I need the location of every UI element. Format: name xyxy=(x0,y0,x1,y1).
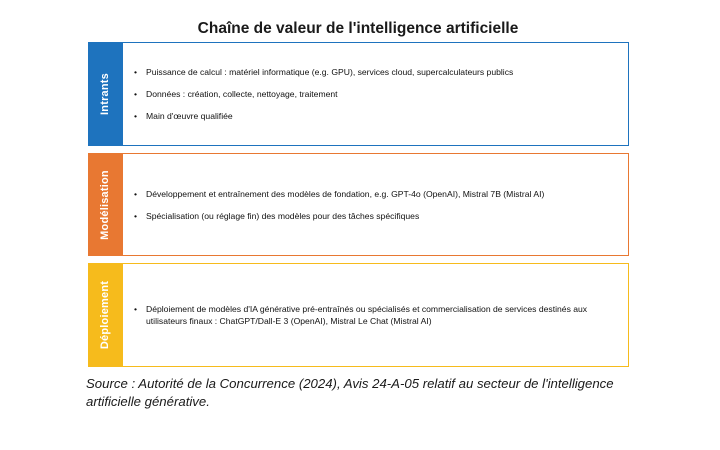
bullet-item xyxy=(134,88,620,100)
stage-label-bar xyxy=(88,153,122,256)
stage-content-box xyxy=(122,42,629,146)
stage-label: Modélisation xyxy=(99,169,111,240)
diagram-title: Chaîne de valeur de l'intelligence artificielle xyxy=(197,20,519,37)
bullet-item xyxy=(134,188,620,200)
bullet-dot: • xyxy=(134,188,138,199)
bullet-text: Données : création, collecte, nettoyage, traitement xyxy=(146,89,338,99)
bullet-text: Main d'œuvre qualifiée xyxy=(146,111,233,121)
bullet-dot: • xyxy=(134,89,138,99)
stage-label: Intrants xyxy=(99,73,111,115)
stage-content-box xyxy=(122,263,629,367)
stage-intrants xyxy=(88,42,629,146)
bullet-item xyxy=(134,210,620,222)
bullet-item xyxy=(134,303,620,327)
stage-content-box xyxy=(122,153,629,256)
stage-deploiement xyxy=(88,263,629,367)
stage-label-bar xyxy=(88,263,122,367)
bullet-text: Spécialisation (ou réglage fin) des modèles pour des tâches spécifiques xyxy=(146,210,420,221)
bullet-text: Déploiement de modèles d'IA générative pré-entraînés ou spécialisés et commercialisation de services destinés aux utilisateurs finaux : ChatGPT/Dall-E 3 (OpenAI), Mistral Le Chat (Mistral AI) xyxy=(146,304,588,326)
bullet-dot: • xyxy=(134,210,138,221)
source-caption: Source : Autorité de la Concurrence (2024), Avis 24-A-05 relatif au secteur de l'intelligence artificielle générative. xyxy=(86,376,614,409)
stage-label-bar xyxy=(88,42,122,146)
bullet-item xyxy=(134,66,620,78)
bullet-dot: • xyxy=(134,111,138,121)
stage-modelisation xyxy=(88,153,629,256)
bullet-text: Puissance de calcul : matériel informatique (e.g. GPU), services cloud, supercalculateurs publics xyxy=(146,67,514,77)
stage-label: Déploiement xyxy=(99,280,111,350)
bullet-dot: • xyxy=(134,304,138,314)
bullet-text: Développement et entraînement des modèles de fondation, e.g. GPT-4o (OpenAI), Mistral 7B (Mistral AI) xyxy=(146,188,545,199)
bullet-dot: • xyxy=(134,67,138,77)
bullet-item xyxy=(134,110,620,122)
